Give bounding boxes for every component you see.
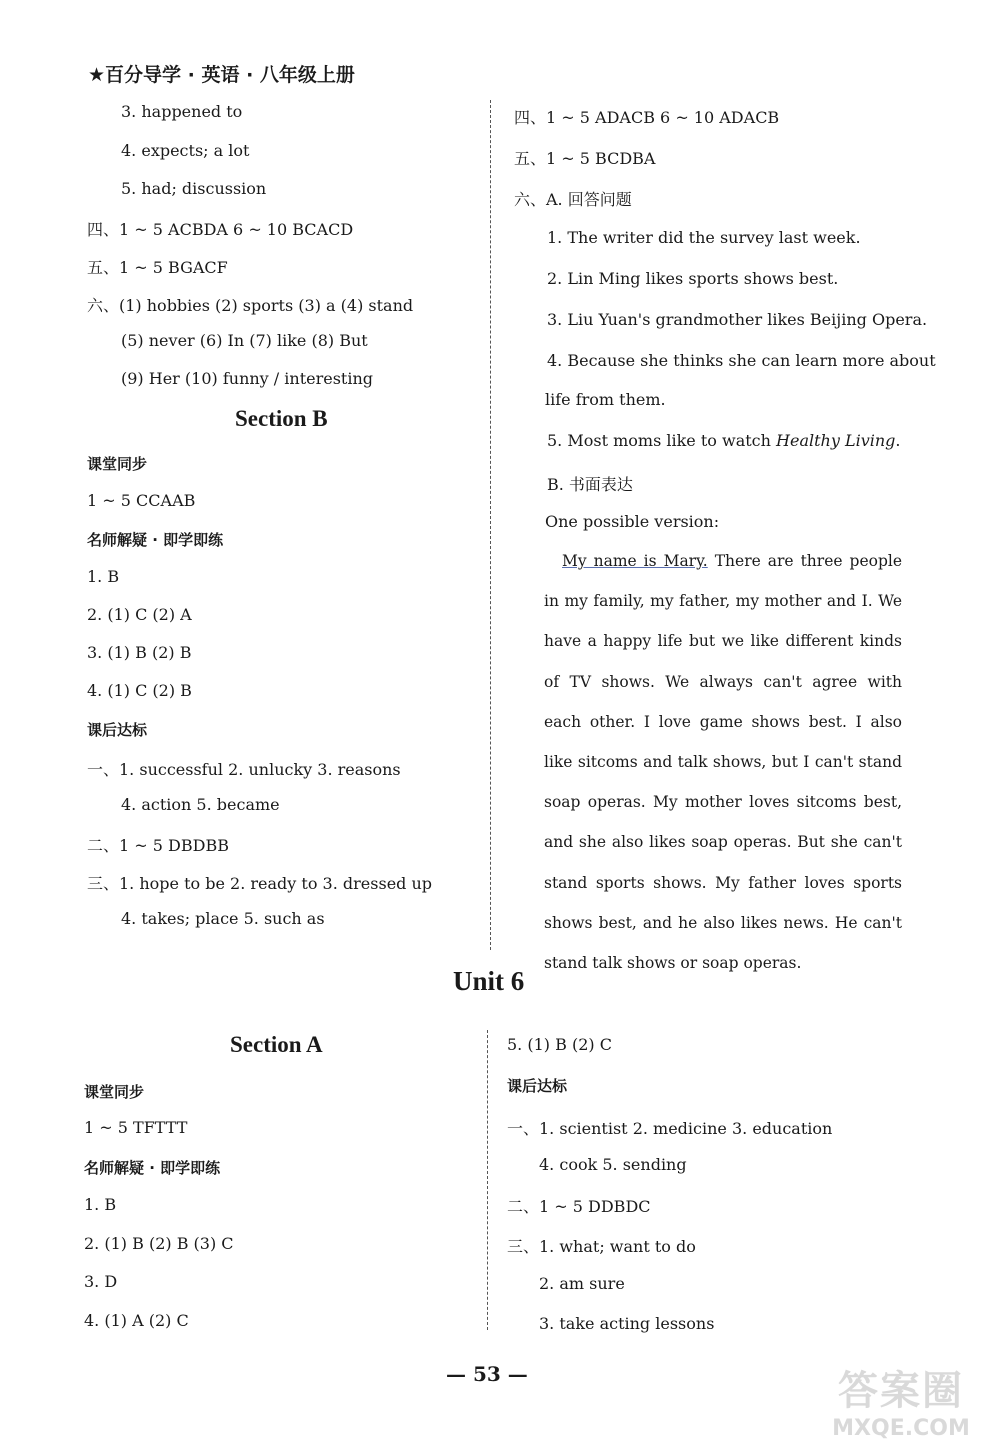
answer-line: 2. (1) C (2) A bbox=[87, 605, 192, 624]
answer-line: 1. B bbox=[84, 1195, 117, 1214]
answer-line: 3. happened to bbox=[121, 102, 243, 121]
answer-line: 3. Liu Yuan's grandmother likes Beijing Opera. bbox=[547, 310, 928, 329]
answer-line: 四、1 ~ 5 ACBDA 6 ~ 10 BCACD bbox=[87, 220, 354, 239]
answer-text: 5. Most moms like to watch bbox=[547, 431, 777, 450]
answer-line: 4. (1) A (2) C bbox=[84, 1311, 189, 1330]
answer-line: 一、1. scientist 2. medicine 3. education bbox=[507, 1119, 833, 1138]
answer-line: 六、(1) hobbies (2) sports (3) a (4) stand bbox=[87, 296, 414, 315]
answer-line: 1 ~ 5 TFTTT bbox=[84, 1118, 188, 1137]
answer-line: 一、1. successful 2. unlucky 3. reasons bbox=[87, 760, 401, 779]
heading-teacher-explain: 名师解疑 · 即学即练 bbox=[84, 1159, 221, 1177]
answer-line: 5. had; discussion bbox=[121, 179, 267, 198]
page-header-title: ★百分导学 · 英语 · 八年级上册 bbox=[88, 64, 355, 86]
answer-line: 四、1 ~ 5 ADACB 6 ~ 10 ADACB bbox=[514, 108, 780, 127]
answer-line: 4. expects; a lot bbox=[121, 141, 250, 160]
answer-line: (5) never (6) In (7) like (8) But bbox=[121, 331, 368, 350]
period: . bbox=[895, 431, 901, 450]
section-b-title: Section B bbox=[235, 406, 328, 431]
answer-line: 二、1 ~ 5 DBDBB bbox=[87, 836, 229, 855]
answer-line: 2. (1) B (2) B (3) C bbox=[84, 1234, 234, 1253]
answer-line bbox=[547, 431, 901, 450]
answer-line: 五、1 ~ 5 BCDBA bbox=[514, 149, 656, 168]
essay-body: There are three people in my family, my father, my mother and I. We have a happy life but we like different kinds of TV shows. We always can't agree with each other. I love game shows best. I also like sitcoms and talk shows, but I can't stand soap operas. My mother loves sitcoms best, and she also likes soap operas. But she can't stand sports shows. My father loves sports shows best, and he also likes news. He can't stand talk shows or soap operas. bbox=[544, 552, 903, 973]
column-divider bbox=[487, 1030, 488, 1330]
heading-teacher-explain: 名师解疑 · 即学即练 bbox=[87, 531, 224, 549]
heading-after-class: 课后达标 bbox=[87, 721, 148, 739]
program-title: Healthy Living bbox=[776, 431, 896, 450]
watermark-logo bbox=[816, 1359, 986, 1439]
answer-line: 三、1. what; want to do bbox=[507, 1237, 696, 1256]
answer-line: 二、1 ~ 5 DDBDC bbox=[507, 1197, 651, 1216]
heading-class-sync: 课堂同步 bbox=[84, 1083, 145, 1101]
watermark-text: 答案圈 bbox=[838, 1368, 964, 1414]
heading-class-sync: 课堂同步 bbox=[87, 455, 148, 473]
answer-line: 4. cook 5. sending bbox=[539, 1155, 687, 1174]
answer-line: 1. The writer did the survey last week. bbox=[547, 228, 861, 247]
answer-line: 1 ~ 5 CCAAB bbox=[87, 491, 196, 510]
answer-line: (9) Her (10) funny / interesting bbox=[121, 369, 374, 388]
answer-line: 5. (1) B (2) C bbox=[507, 1035, 612, 1054]
answer-line: life from them. bbox=[545, 390, 666, 409]
answer-line: 4. (1) C (2) B bbox=[87, 681, 192, 700]
answer-line: B. 书面表达 bbox=[547, 475, 633, 494]
column-divider bbox=[490, 100, 491, 950]
answer-line: 3. take acting lessons bbox=[539, 1314, 715, 1333]
answer-line: 4. Because she thinks she can learn more about bbox=[547, 351, 936, 370]
watermark-url: MXQE.COM bbox=[832, 1416, 970, 1441]
answer-line: 4. action 5. became bbox=[121, 795, 280, 814]
unit-title: Unit 6 bbox=[453, 966, 525, 996]
heading-after-class: 课后达标 bbox=[507, 1077, 568, 1095]
answer-line: 2. Lin Ming likes sports shows best. bbox=[547, 269, 839, 288]
essay-underlined-opening: My name is Mary. bbox=[562, 552, 708, 570]
answer-line: 三、1. hope to be 2. ready to 3. dressed up bbox=[87, 874, 433, 893]
answer-line: 五、1 ~ 5 BGACF bbox=[87, 258, 228, 277]
page-number: — 53 — bbox=[446, 1362, 528, 1386]
answer-line: 1. B bbox=[87, 567, 120, 586]
answer-line: 六、A. 回答问题 bbox=[514, 190, 632, 209]
answer-line: 3. (1) B (2) B bbox=[87, 643, 192, 662]
answer-line: 3. D bbox=[84, 1272, 118, 1291]
answer-line: One possible version: bbox=[545, 512, 720, 531]
answer-line: 2. am sure bbox=[539, 1274, 625, 1293]
section-a-title: Section A bbox=[230, 1032, 323, 1057]
sample-essay bbox=[544, 541, 902, 983]
answer-line: 4. takes; place 5. such as bbox=[121, 909, 325, 928]
